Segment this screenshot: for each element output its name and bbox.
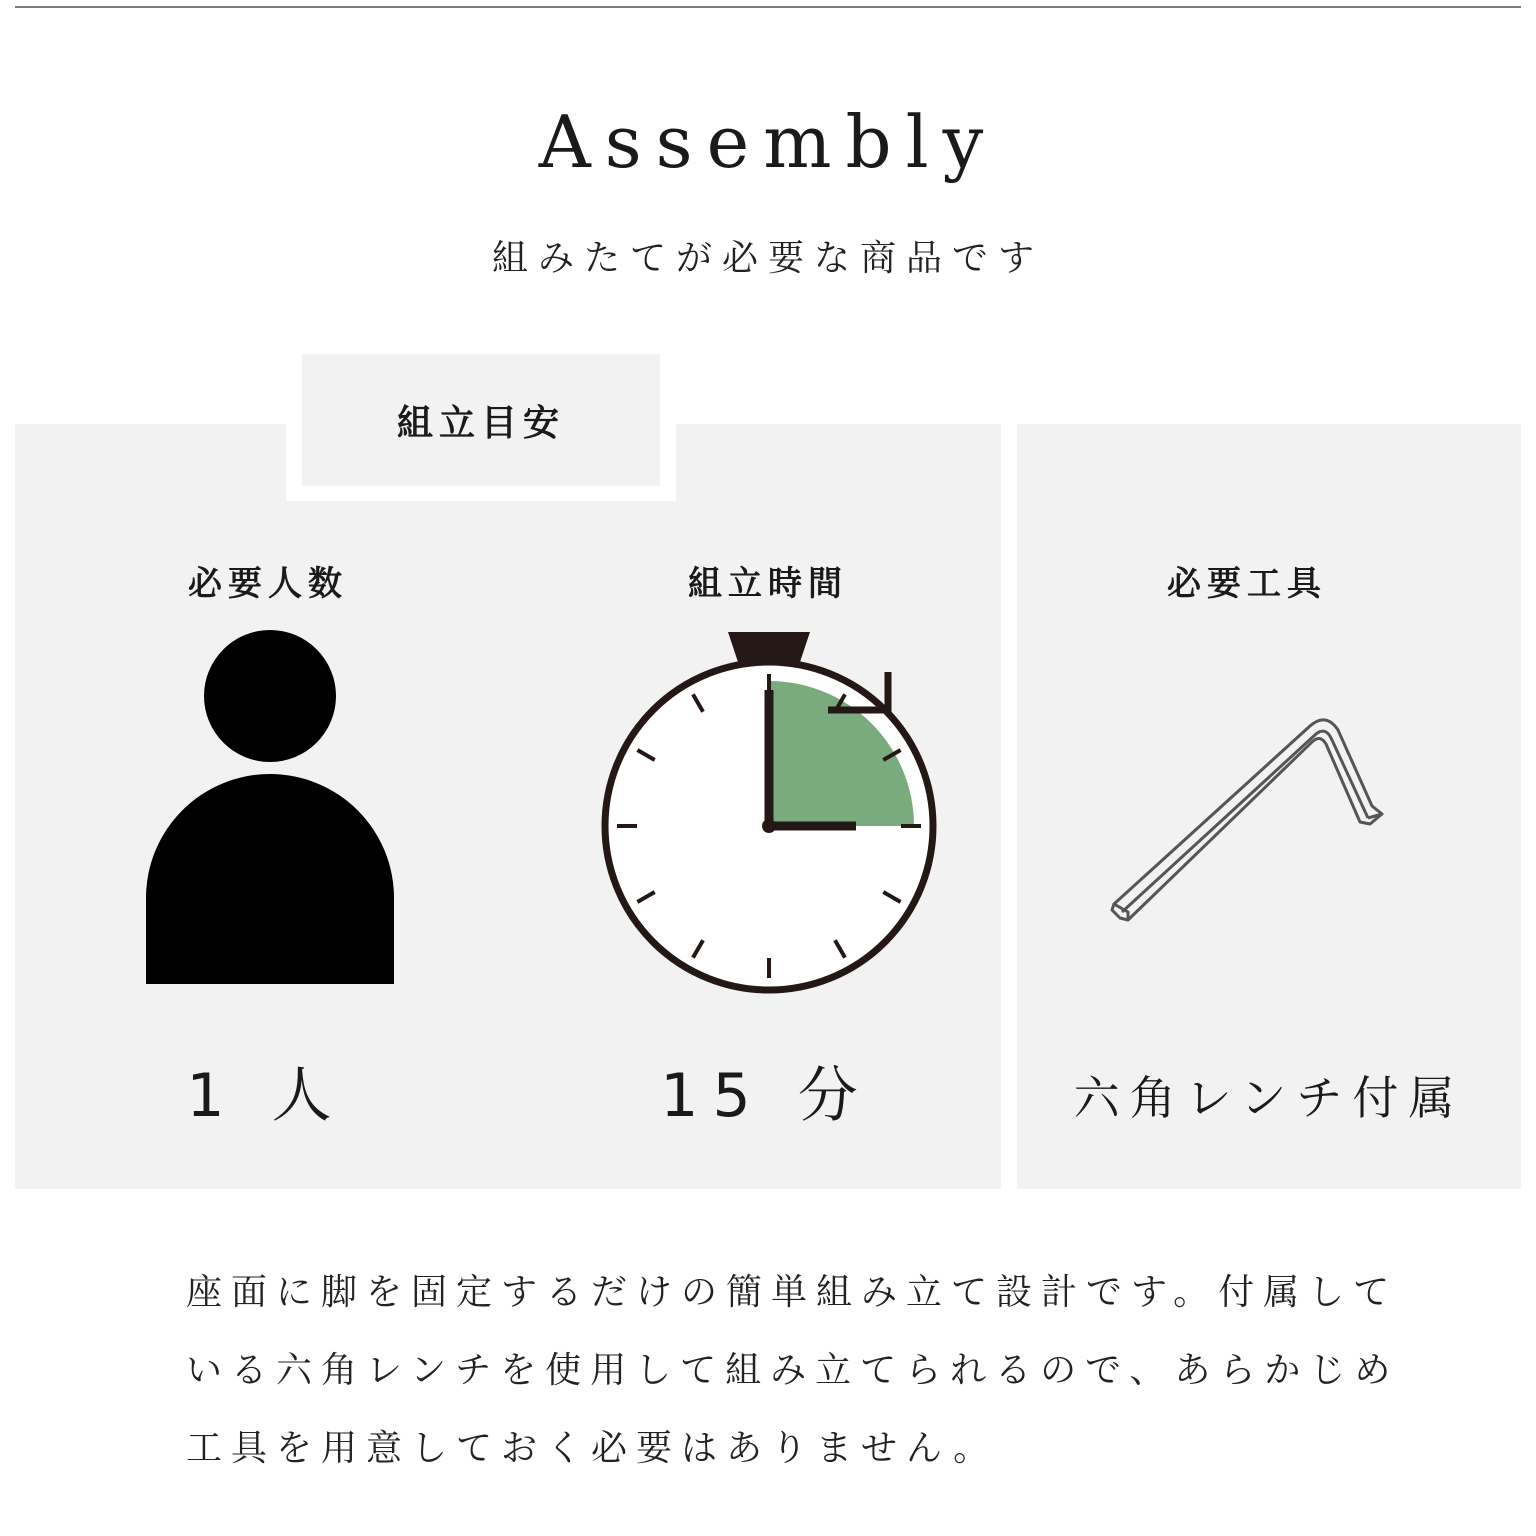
stopwatch-crown <box>728 632 810 662</box>
people-heading: 必要人数 <box>188 564 348 604</box>
stopwatch-icon <box>598 628 940 996</box>
center-pin <box>762 819 776 833</box>
top-divider <box>15 6 1521 8</box>
time-heading: 組立時間 <box>688 564 848 604</box>
description-line: いる六角レンチを使用して組み立てられるので、あらかじめ <box>186 1350 1400 1391</box>
description-text <box>186 1254 1400 1488</box>
tools-heading: 必要工具 <box>1167 564 1327 604</box>
hex-wrench-icon <box>1100 700 1400 940</box>
assembly-time: 15 分 <box>660 1061 872 1131</box>
description-line: 工具を用意しておく必要はありません。 <box>186 1428 999 1469</box>
person-icon <box>146 628 394 986</box>
section-title: Assembly <box>538 100 998 184</box>
section-subtitle: 組みたてが必要な商品です <box>491 238 1044 279</box>
tool-required: 六角レンチ付属 <box>1073 1071 1465 1125</box>
assembly-estimate-tab <box>302 354 660 486</box>
people-count: 1 人 <box>186 1061 346 1131</box>
tab-label: 組立目安 <box>396 402 565 444</box>
description-line: 座面に脚を固定するだけの簡単組み立て設計です。付属して <box>186 1272 1399 1313</box>
